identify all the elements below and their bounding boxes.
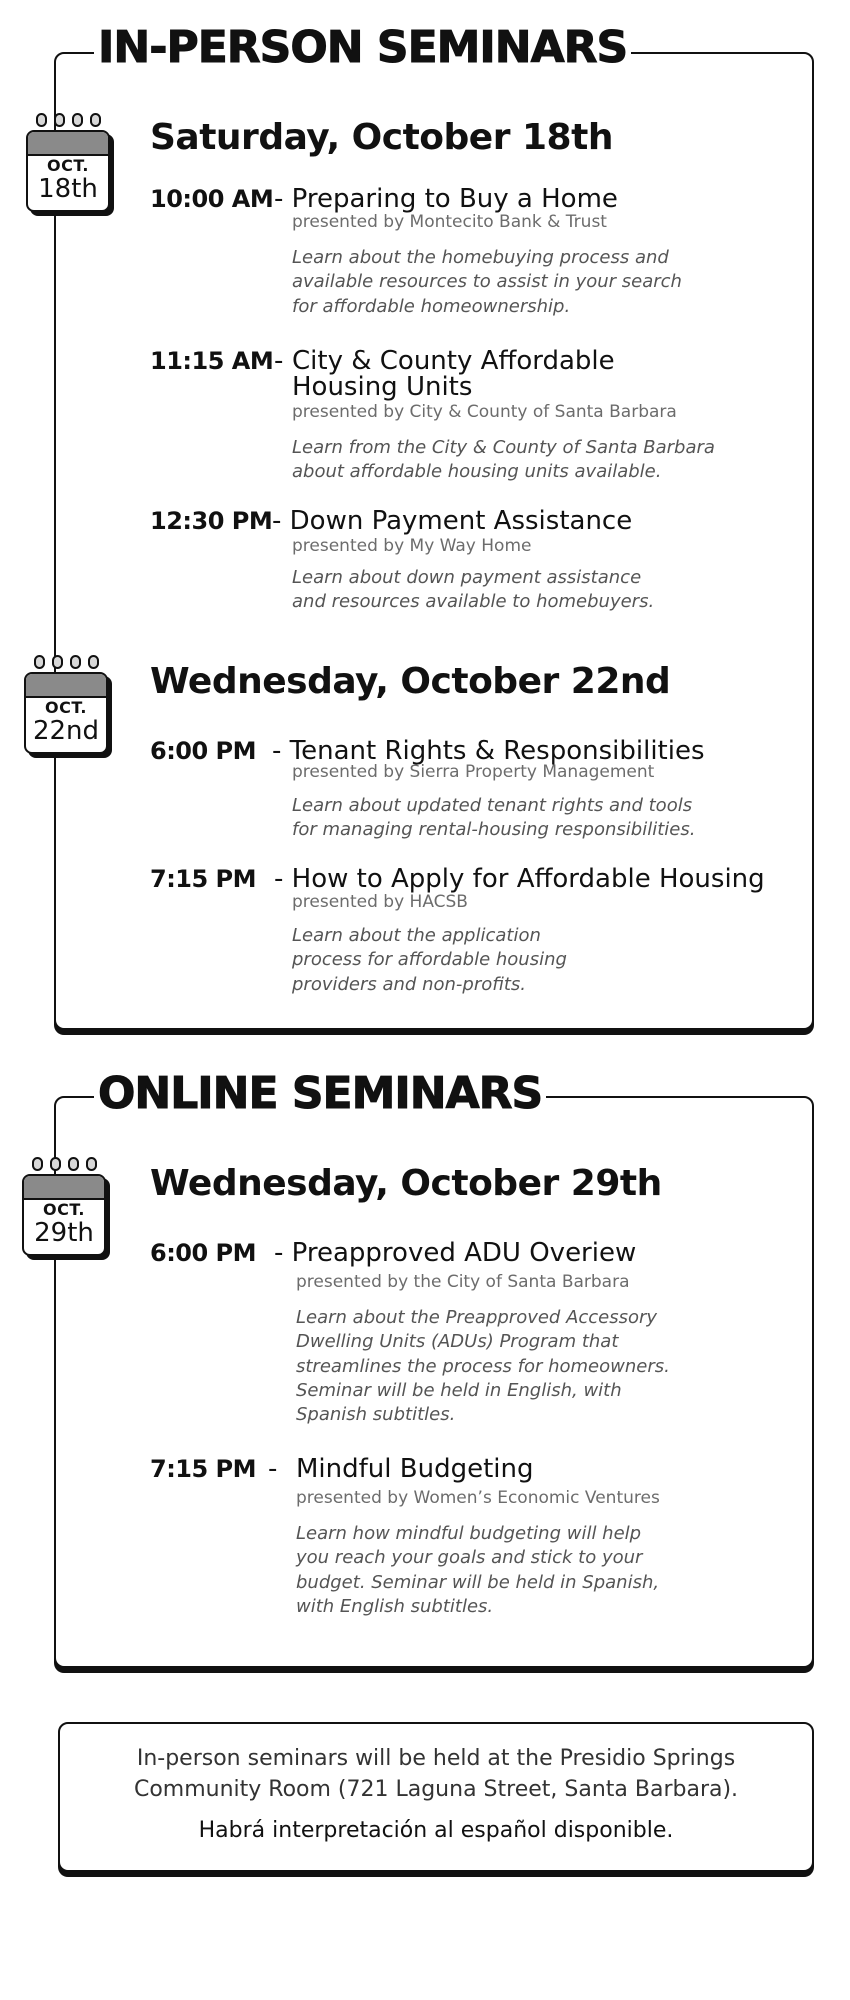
session-presenter: presented by Women’s Economic Ventures bbox=[296, 1488, 660, 1508]
calendar-month: OCT. bbox=[47, 156, 89, 175]
session-time: 6:00 PM bbox=[150, 737, 257, 765]
session-description: Learn about updated tenant rights and tools for managing rental-housing responsibilities. bbox=[292, 795, 696, 841]
session-title: Mindful Budgeting bbox=[296, 1454, 534, 1484]
session-description: Learn from the City & County of Santa Barbara about affordable housing units available. bbox=[292, 437, 715, 483]
session-time: 6:00 PM bbox=[150, 1239, 257, 1267]
interpretation-note: Habrá interpretación al español disponible. bbox=[198, 1817, 674, 1843]
session-presenter: presented by HACSB bbox=[292, 892, 468, 912]
session-item bbox=[150, 1456, 790, 1626]
session-description: Learn about the Preapproved Accessory Dwelling Units (ADUs) Program that streamlines the process for homeowners. Seminar will be held in English, with Spanish subtitles. bbox=[296, 1307, 670, 1426]
session-item bbox=[150, 1238, 790, 1426]
session-presenter: presented by Montecito Bank & Trust bbox=[292, 212, 607, 232]
session-title-sep: - bbox=[274, 346, 284, 376]
session-time: 11:15 AM bbox=[150, 347, 274, 375]
session-item bbox=[150, 348, 790, 488]
session-item bbox=[150, 508, 790, 618]
date-heading: Wednesday, October 29th bbox=[150, 1163, 662, 1204]
date-heading: Wednesday, October 22nd bbox=[150, 661, 671, 702]
session-description: Learn about down payment assistance and resources available to homebuyers. bbox=[292, 567, 655, 613]
session-presenter: presented by the City of Santa Barbara bbox=[296, 1272, 630, 1292]
calendar-day: 22nd bbox=[32, 716, 100, 746]
session-title: City & County Affordable Housing Units bbox=[292, 346, 615, 402]
calendar-icon bbox=[22, 1166, 110, 1254]
session-presenter: presented by Sierra Property Management bbox=[292, 762, 655, 782]
session-time: 12:30 PM bbox=[150, 507, 273, 535]
calendar-month: OCT. bbox=[45, 698, 87, 717]
calendar-day: 18th bbox=[38, 174, 98, 204]
in-person-heading: IN-PERSON SEMINARS bbox=[94, 26, 631, 70]
session-title-sep: - bbox=[268, 1454, 278, 1484]
session-title: - Preapproved ADU Overiew bbox=[274, 1238, 637, 1268]
calendar-icon bbox=[26, 122, 114, 210]
calendar-day: 29th bbox=[34, 1218, 94, 1248]
session-description: Learn how mindful budgeting will help you reach your goals and stick to your budget. Seminar will be held in Spanish, with English subtitles. bbox=[296, 1523, 660, 1617]
location-info-box bbox=[58, 1722, 814, 1872]
session-time: 7:15 PM bbox=[150, 865, 257, 893]
session-presenter: presented by City & County of Santa Barbara bbox=[292, 402, 677, 422]
session-time: 7:15 PM bbox=[150, 1455, 257, 1483]
location-text: In-person seminars will be held at the Presidio Springs Community Room (721 Laguna Street, Santa Barbara). bbox=[133, 1746, 739, 1802]
session-title: - How to Apply for Affordable Housing bbox=[274, 864, 765, 894]
session-item bbox=[150, 738, 790, 848]
session-item bbox=[150, 186, 790, 326]
session-time: 10:00 AM bbox=[150, 185, 274, 213]
session-description: Learn about the application process for affordable housing providers and non-profits. bbox=[292, 925, 567, 995]
session-title: - Preparing to Buy a Home bbox=[274, 184, 618, 214]
date-heading: Saturday, October 18th bbox=[150, 117, 613, 158]
calendar-month: OCT. bbox=[43, 1200, 85, 1219]
session-title: - Tenant Rights & Responsibilities bbox=[272, 736, 705, 766]
calendar-icon bbox=[24, 664, 112, 752]
session-title: - Down Payment Assistance bbox=[272, 506, 633, 536]
online-heading: ONLINE SEMINARS bbox=[94, 1072, 546, 1116]
session-item bbox=[150, 866, 790, 1006]
session-description: Learn about the homebuying process and available resources to assist in your search for affordable homeownership. bbox=[292, 247, 682, 317]
session-presenter: presented by My Way Home bbox=[292, 536, 532, 556]
